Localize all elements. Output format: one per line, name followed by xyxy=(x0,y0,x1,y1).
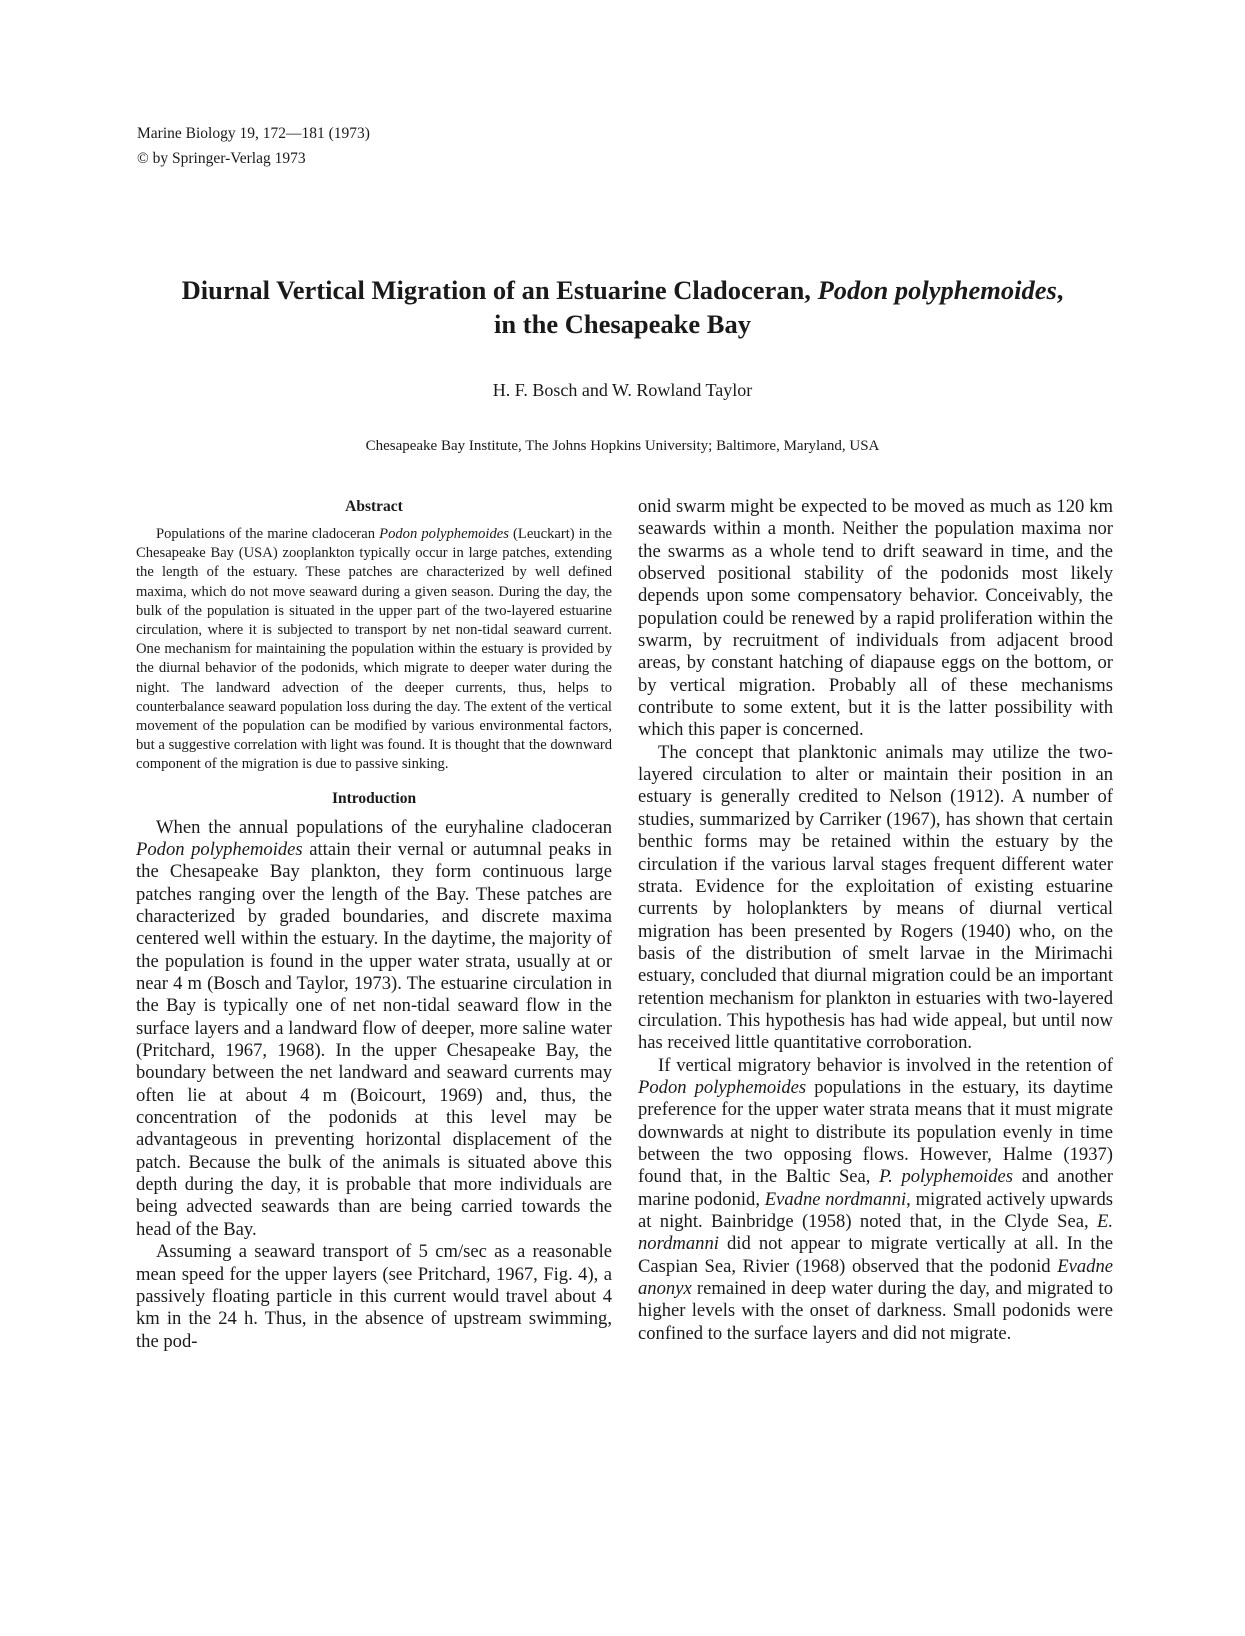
title-line-1 xyxy=(100,273,1145,307)
title-prefix: Diurnal Vertical Migration of an Estuarine Cladoceran, xyxy=(181,275,818,305)
intro-paragraph-3: onid swarm might be expected to be moved as much as 120 km seawards within a month. Neither the population maxima nor the swarms as a whole tend to drift seaward in time, and the observed positional stability of the podonids most likely depends upon some compensatory behavior. Conceivably, the population could be renewed by a rapid proliferation within the swarm, by recruitment of individuals from adjacent brood areas, by constant hatching of diapause eggs on the bottom, or by vertical migration. Probably all of these mechanisms contribute to some extent, but it is the latter possibility with which this paper is concerned. xyxy=(638,496,1113,741)
abstract-species: Podon polyphemoides xyxy=(379,526,509,542)
species-name: Podon polyphemoides xyxy=(136,838,303,860)
intro-paragraph-5 xyxy=(638,1055,1113,1345)
abstract-part: Populations of the marine cladoceran xyxy=(156,526,380,542)
species-name: Podon polyphemoides xyxy=(638,1076,807,1098)
paragraph-part: remained in deep water during the day, and migrated to higher levels with the onset of darkness. Small podonids were confined to the surface layers and did not migrate. xyxy=(638,1278,1113,1344)
species-name: E. nordmanni xyxy=(638,1211,1113,1255)
paragraph-part: , migrated actively upwards at night. Bainbridge (1958) noted that, in the Clyde Sea, xyxy=(638,1188,1114,1232)
species-name: Evadne anonyx xyxy=(638,1255,1113,1300)
intro-paragraph-1 xyxy=(136,817,612,1242)
intro-paragraph-4: The concept that planktonic animals may utilize the two-layered circulation to alter or maintain their position in an estuary is generally credited to Nelson (1912). A number of studies, summarized by Carriker (1967), has shown that certain benthic forms may be retained within the estuary by the circulation if the various larval stages frequent different water strata. Evidence for the exploitation of existing estuarine currents by holoplankters by means of diurnal vertical migration has been presented by Rogers (1940) who, on the basis of the distribution of smelt larvae in the Mirimachi estuary, concluded that diurnal migration could be an important retention mechanism for plankton in estuaries with two-layered circulation. This hypothesis has had wide appeal, but until now has received little quantitative corroboration. xyxy=(638,741,1113,1054)
paragraph-part: did not appear to migrate vertically at all. In the Caspian Sea, Rivier (1968) observed that the podonid xyxy=(638,1233,1113,1277)
title-species: Podon polyphemoides xyxy=(817,275,1057,305)
paragraph-part: If vertical migratory behavior is involved in the retention of xyxy=(658,1054,1113,1076)
paragraph-part: attain their vernal or autumnal peaks in the Chesapeake Bay plankton, they form continuous large patches ranging over the length of the Bay. These patches are characterized by graded boundaries, and discrete maxima centered well within the estuary. In the daytime, the majority of the population is found in the upper water strata, usually at or near 4 m (Bosch and Taylor, 1973). The estuarine circulation in the Bay is typically one of net non-tidal seaward flow in the surface layers and a landward flow of deeper, more saline water (Pritchard, 1967, 1968). In the upper Chesapeake Bay, the boundary between the net landward and seaward currents may often lie at about 4 m (Boicourt, 1969) and, thus, the concentration of the podonids at this level may be advantageous in preventing horizontal displacement of the patch. Because the bulk of the animals is situated above this depth during the day, it is probable that more individuals are being advected seawards than are being carried towards the head of the Bay. xyxy=(136,838,612,1240)
abstract-text xyxy=(136,525,612,775)
title-suffix: , xyxy=(1056,275,1064,305)
introduction-heading: Introduction xyxy=(331,789,417,807)
paper-title xyxy=(100,273,1145,341)
paragraph-part: When the annual populations of the euryhaline cladoceran xyxy=(156,816,612,838)
species-name: P. polyphemoides xyxy=(879,1166,1013,1188)
left-column xyxy=(136,496,612,1353)
paragraph-part: and another marine podonid, xyxy=(638,1166,1113,1210)
journal-header xyxy=(137,121,370,171)
title-line-2: in the Chesapeake Bay xyxy=(494,309,751,339)
abstract-heading: Abstract xyxy=(345,498,403,515)
abstract-part: (Leuckart) in the Chesapeake Bay (USA) zooplankton typically occur in large patches, extending the length of the estuary. These patches are characterized by well defined maxima, which do not move seaward during a given season. During the day, the bulk of the population is situated in the upper part of the two-layered estuarine circulation, where it is subjected to transport by net non-tidal seaward current. One mechanism for maintaining the population within the estuary is provided by the diurnal behavior of the podonids, which migrate to deeper water during the night. The landward advection of the deeper currents, thus, helps to counterbalance seaward population loss during the day. The extent of the vertical movement of the population can be modified by various environmental factors, but a suggestive correlation with light was found. It is thought that the downward component of the migration is due to passive sinking. xyxy=(136,526,613,773)
journal-citation: Marine Biology 19, 172—181 (1973) xyxy=(137,125,370,142)
species-name: Evadne nordmanni xyxy=(764,1188,907,1210)
right-column xyxy=(638,496,1113,1345)
affiliation: Chesapeake Bay Institute, The Johns Hopkins University; Baltimore, Maryland, USA xyxy=(365,438,880,454)
authors: H. F. Bosch and W. Rowland Taylor xyxy=(492,380,753,400)
copyright-line: © by Springer-Verlag 1973 xyxy=(137,150,306,167)
intro-paragraph-2: Assuming a seaward transport of 5 cm/sec as a reasonable mean speed for the upper layers (see Pritchard, 1967, Fig. 4), a passively floating particle in this current would travel about 4 km in the 24 h. Thus, in the absence of upstream swimming, the pod- xyxy=(136,1241,612,1352)
paragraph-part: populations in the estuary, its daytime preference for the upper water strata means that it must migrate downwards at night to distribute its population evenly in time between the two opposing flows. However, Halme (1937) found that, in the Baltic Sea, xyxy=(638,1076,1113,1188)
